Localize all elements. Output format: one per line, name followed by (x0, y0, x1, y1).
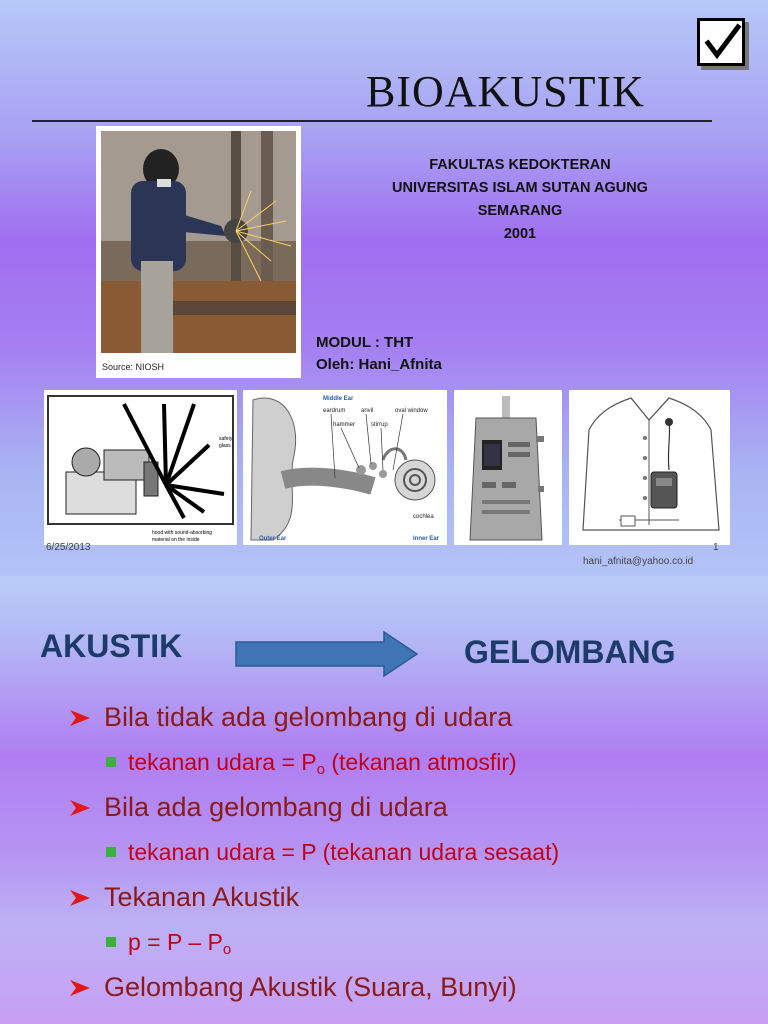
noise-dosimeter-shirt-drawing (569, 390, 730, 545)
square-bullet-icon (106, 757, 116, 767)
term-akustik: AKUSTIK (40, 628, 183, 664)
ear-anatomy-diagram (243, 390, 447, 545)
label-hammer: hammer (333, 422, 356, 428)
label-hood-2: material on the inside (152, 537, 200, 543)
worker-grinding-photo (101, 131, 296, 353)
label-anvil: anvil (361, 408, 374, 414)
arrowhead-bullet-icon (68, 888, 92, 908)
main-bullet-1 (68, 694, 758, 740)
label-safety: safety (219, 436, 233, 442)
footer-date: 6/25/2013 (46, 542, 91, 553)
label-middle-ear: Middle Ear (323, 396, 354, 402)
label-oval-window: oval window (395, 408, 428, 414)
sub-bullet-3 (68, 920, 758, 964)
label-hood-1: hood with sound-absorbing (152, 530, 213, 536)
sub-bullet-3-pre: p = P – P (128, 929, 223, 955)
sub-bullet-2-text: tekanan udara = P (tekanan udara sesaat) (128, 839, 560, 865)
sub-bullet-1-post: (tekanan atmosfir) (324, 749, 517, 775)
main-bullet-4 (68, 964, 758, 1010)
faculty-line-2: UNIVERSITAS ISLAM SUTAN AGUNG (392, 180, 648, 196)
machine-hood-diagram (44, 390, 237, 545)
main-bullet-3-text: Tekanan Akustik (104, 882, 300, 912)
label-eardrum: eardrum (323, 408, 346, 414)
term-gelombang: GELOMBANG (464, 634, 676, 670)
sub-bullet-1-subscript: o (316, 761, 325, 778)
main-bullet-3 (68, 874, 758, 920)
checkmark-box-icon (697, 18, 745, 66)
module-block (316, 332, 442, 376)
sub-bullet-2 (68, 830, 758, 874)
label-glass: glass (219, 443, 231, 449)
sub-bullet-1 (68, 740, 758, 784)
main-bullet-2 (68, 784, 758, 830)
photo-caption: Source: NIOSH (102, 362, 165, 372)
arrowhead-bullet-icon (68, 978, 92, 998)
title-divider (32, 120, 712, 122)
label-cochlea: cochlea (413, 514, 434, 520)
faculty-line-1: FAKULTAS KEDOKTERAN (429, 157, 611, 173)
label-outer-ear: Outer Ear (259, 536, 287, 542)
slide-title: BIOAKUSTIK (366, 67, 645, 116)
faculty-line-3: SEMARANG (477, 203, 563, 219)
sub-bullet-3-subscript: o (222, 941, 232, 958)
footer-page-number: 1 (713, 542, 719, 553)
label-inner-ear: Inner Ear (413, 536, 440, 542)
faculty-line-4: 2001 (503, 226, 537, 242)
sub-bullet-1-pre: tekanan udara = P (128, 749, 317, 775)
square-bullet-icon (106, 937, 116, 947)
module-line: MODUL : THT (316, 334, 414, 351)
label-stirrup: stirrup (371, 422, 388, 428)
worker-photo-frame (96, 126, 301, 378)
bullet-list (68, 694, 758, 1010)
right-arrow-icon (234, 630, 420, 678)
main-bullet-1-text: Bila tidak ada gelombang di udara (104, 702, 513, 732)
main-bullet-2-text: Bila ada gelombang di udara (104, 792, 448, 822)
sound-level-meter-photo (454, 390, 562, 545)
author-line: Oleh: Hani_Afnita (316, 356, 442, 373)
arrowhead-bullet-icon (68, 708, 92, 728)
faculty-block (370, 154, 670, 246)
square-bullet-icon (106, 847, 116, 857)
arrowhead-bullet-icon (68, 798, 92, 818)
slide-2 (0, 576, 768, 1024)
footer-email: hani_afnita@yahoo.co.id (583, 556, 694, 567)
main-bullet-4-text: Gelombang Akustik (Suara, Bunyi) (104, 972, 517, 1002)
